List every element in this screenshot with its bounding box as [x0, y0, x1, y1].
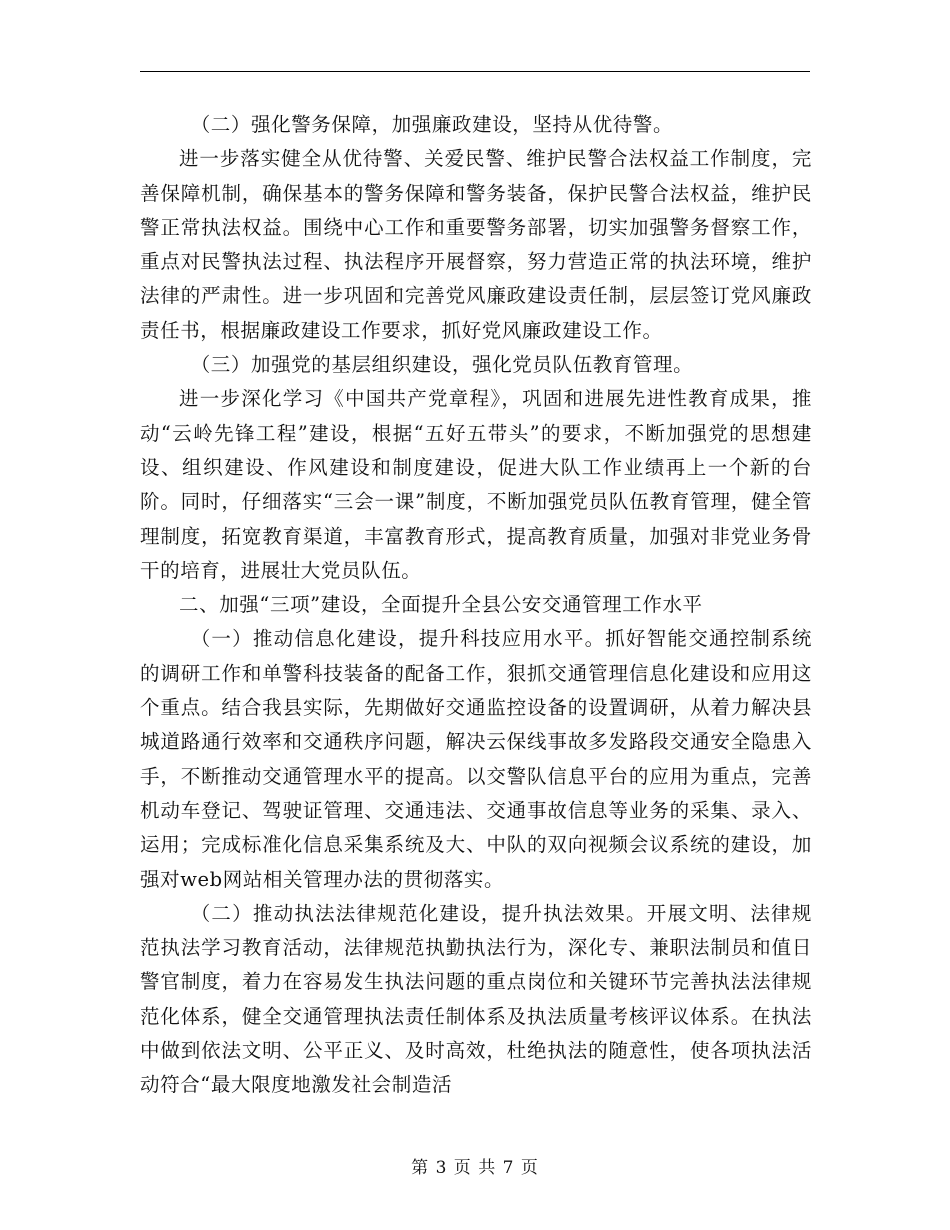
document-body [140, 108, 812, 1103]
paragraph-police-welfare: 进一步落实健全从优待警、关爱民警、维护民警合法权益工作制度，完善保障机制，确保基本的警务保障和警务装备，保护民警合法权益，维护民警正常执法权益。围绕中心工作和重要警务部署，切实加强警务督察工作，重点对民警执法过程、执法程序开展督察，努力营造正常的执法环境，维护法律的严肃性。进一步巩固和完善党风廉政建设责任制，层层签订党风廉政责任书，根据廉政建设工作要求，抓好党风廉政建设工作。 [140, 147, 812, 342]
section-heading-three-constructions: 二、加强“三项”建设，全面提升全县公安交通管理工作水平 [179, 593, 703, 617]
header-rule [140, 71, 810, 72]
paragraph-informatization: （一）推动信息化建设，提升科技应用水平。抓好智能交通控制系统的调研工作和单警科技装备的配备工作，狠抓交通管理信息化建设和应用这个重点。结合我县实际，先期做好交通监控设备的设置调研，从着力解决县城道路通行效率和交通秩序问题，解决云保线事故多发路段交通安全隐患入手，不断推动交通管理水平的提高。以交警队信息平台的应用为重点，完善机动车登记、驾驶证管理、交通违法、交通事故信息等业务的采集、录入、运用；完成标准化信息采集系统及大、中队的双向视频会议系统的建设，加强对web网站相关管理办法的贯彻落实。 [140, 627, 812, 891]
paragraph-law-enforcement-standardization: （二）推动执法法律规范化建设，提升执法效果。开展文明、法律规范执法学习教育活动，法律规范执勤执法行为，深化专、兼职法制员和值日警官制度，着力在容易发生执法问题的重点岗位和关键环节完善执法法律规范化体系，健全交通管理执法责任制体系及执法质量考核评议体系。在执法中做到依法文明、公平正义、及时高效，杜绝执法的随意性，使各项执法活动符合“最大限度地激发社会制造活 [140, 901, 812, 1097]
page-number-footer: 第 3 页 共 7 页 [411, 1158, 539, 1178]
paragraph-party-building: 进一步深化学习《中国共产党章程》，巩固和进展先进性教育成果，推动“云岭先锋工程”建设，根据“五好五带头”的要求，不断加强党的思想建设、组织建设、作风建设和制度建设，促进大队工作业绩再上一个新的台阶。同时，仔细落实“三会一课”制度，不断加强党员队伍教育管理，健全管理制度，拓宽教育渠道，丰富教育形式，提高教育质量，加强对非党业务骨干的培育，进展壮大党员队伍。 [140, 387, 812, 582]
section-heading-strengthen-police-support: （二）强化警务保障，加强廉政建设，坚持从优待警。 [190, 113, 674, 136]
section-heading-party-organization: （三）加强党的基层组织建设，强化党员队伍教育管理。 [190, 353, 694, 377]
